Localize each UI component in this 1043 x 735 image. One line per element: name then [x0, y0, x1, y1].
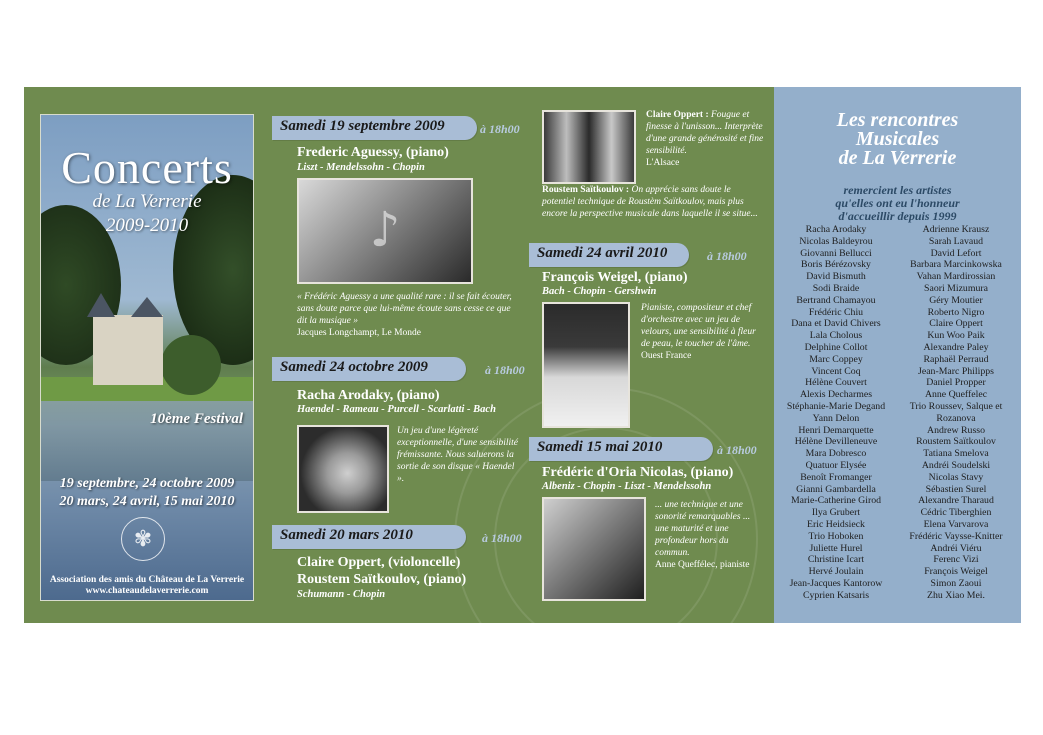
francois-weigel-photo	[542, 302, 630, 428]
concert-1-composers: Liszt - Mendelssohn - Chopin	[297, 162, 425, 173]
artist-list-item: Boris Bérézovsky	[801, 259, 871, 271]
thanks-subtitle	[774, 184, 1021, 223]
artist-list-item: Barbara Marcinkowska	[910, 259, 1002, 271]
artist-list-item: Alexis Decharmes	[799, 389, 873, 401]
frederic-aguessy-photo: ♪	[297, 178, 473, 284]
artist-list-item: Trio Roussev, Salque et	[909, 400, 1003, 412]
artist-list-item: Yann Delon	[812, 412, 860, 424]
artist-list-item: Adrienne Krausz	[922, 224, 990, 235]
claire-oppert-review	[646, 109, 764, 169]
artist-list-item: Nicolas Baldeyrou	[799, 235, 873, 247]
artist-list-item: Bertrand Chamayou	[796, 294, 876, 306]
chateau-image	[93, 315, 163, 385]
saitkoulov-review-name: Roustem Saïtkoulov :	[542, 185, 630, 195]
concert-5-review	[655, 499, 765, 571]
artist-list-item: Raphaël Perraud	[923, 353, 989, 365]
concert-5-quote-source: Anne Queffélec, pianiste	[655, 560, 750, 570]
dates-line-1: 19 septembre, 24 octobre 2009	[59, 476, 235, 491]
artist-list-item: Marie-Catherine Girod	[790, 495, 882, 507]
concert-1-review	[297, 291, 515, 339]
artist-list-item: Eric Heidsieck	[807, 518, 865, 530]
concert-1-date-banner	[272, 116, 477, 140]
concert-4-quote-source: Ouest France	[641, 351, 692, 361]
thanks-title	[774, 111, 1021, 168]
cover-title: Concerts	[61, 142, 233, 193]
claire-oppert-review-name: Claire Oppert :	[646, 110, 709, 120]
artist-list-item: Anne Queffelec	[924, 389, 988, 401]
artist-list-item: Simon Zaoui	[930, 577, 982, 589]
artist-list-item: Alexandre Tharaud	[918, 495, 994, 507]
artist-list-item: Zhu Xiao Mei.	[927, 589, 985, 601]
artist-list-item: Cédric Tiberghien	[920, 507, 992, 519]
concert-5-time: à 18h00	[717, 443, 757, 457]
artist-list-item: Sarah Lavaud	[928, 235, 984, 247]
artist-list-item: Juliette Hurel	[809, 542, 863, 554]
concert-4-date: Samedi 24 avril 2010	[537, 245, 668, 261]
artist-list-item: Andrew Russo	[927, 424, 985, 436]
concert-3-artist-2: Roustem Saïtkoulov, (piano)	[297, 572, 467, 587]
artist-list-item: Elena Varvarova	[923, 518, 989, 530]
concert-5-date-banner	[529, 437, 713, 461]
artist-list-item: Tatiana Smelova	[923, 448, 989, 460]
thanks-subtitle-line-3: d'accueillir depuis 1999	[838, 209, 957, 223]
concert-3-composers: Schumann - Chopin	[297, 589, 386, 600]
concert-4-time: à 18h00	[707, 249, 747, 263]
brochure	[24, 87, 1021, 623]
dates-line-2: 20 mars, 24 avril, 15 mai 2010	[59, 494, 235, 509]
concert-5-composers: Albeniz - Chopin - Liszt - Mendelssohn	[542, 481, 712, 492]
concert-1-quote: « Frédéric Aguessy a une qualité rare : il se fait écouter, sans doute parce que lui-même écoute sans cesse ce que dit la musique »	[297, 292, 512, 326]
artist-list-item: Daniel Propper	[926, 377, 986, 389]
artist-list-item: Frédéric Vaysse-Knitter	[909, 530, 1003, 542]
cover-years: 2009-2010	[105, 215, 189, 236]
concert-5-date: Samedi 15 mai 2010	[537, 439, 663, 455]
thanks-title-line-2: Musicales	[855, 128, 940, 150]
artist-list-item: Ferenc Vizi	[933, 554, 979, 566]
artist-list-item: Vahan Mardirossian	[916, 271, 996, 283]
concert-4-artist: François Weigel, (piano)	[542, 270, 688, 285]
festival-dates	[41, 475, 253, 511]
claire-oppert-quote: Fougue et finesse à l'unisson... Interprète d'une grande générosité et fine sensibilité.	[646, 110, 764, 156]
artist-list-item: David Lefort	[930, 247, 982, 259]
saitkoulov-quote: On apprécie sans doute le potentiel technique de Roustèm Saïtkoulov, mais plus encore la perspective musicale dans laquelle il se situe...	[542, 185, 758, 219]
artist-list-item: Gianni Gambardella	[796, 483, 876, 495]
artist-list-item: Jean-Marc Philipps	[918, 365, 994, 377]
thanks-subtitle-line-1: remercient les artistes	[843, 183, 952, 197]
cover-panel	[40, 114, 254, 601]
concert-4-composers: Bach - Chopin - Gershwin	[542, 286, 657, 297]
concert-4-date-banner	[529, 243, 689, 267]
artist-list-item: Saori Mizumura	[924, 282, 988, 294]
thanks-subtitle-line-2: qu'elles ont eu l'honneur	[835, 196, 960, 210]
concert-5-quote: ... une technique et une sonorité remarquables ... une maturité et une profondeur hors du commun.	[655, 500, 751, 558]
artist-list-item: Andréi Viéru	[930, 542, 982, 554]
artist-list-item: Jean-Jacques Kantorow	[789, 577, 883, 589]
artist-list-item: David Bismuth	[806, 271, 866, 283]
artist-list-item: Marc Coppey	[809, 353, 863, 365]
concert-2-composers: Haendel - Rameau - Purcell - Scarlatti - Bach	[297, 404, 496, 415]
association-info	[41, 575, 253, 597]
concert-2-date-banner	[272, 357, 466, 381]
racha-arodaky-photo	[297, 425, 389, 513]
artist-list-item: François Weigel	[924, 566, 988, 578]
artist-list-item: Roustem Saïtkoulov	[916, 436, 996, 448]
saitkoulov-review	[542, 184, 766, 220]
oppert-saitkoulov-photo	[542, 110, 636, 184]
artist-list-item: Christine Icart	[807, 554, 865, 566]
tree-image	[161, 335, 221, 395]
concert-4-review	[641, 302, 763, 362]
artist-list-item: Dana et David Chivers	[791, 318, 881, 330]
thanks-title-line-3: de La Verrerie	[838, 147, 957, 169]
artist-list-item: Kun Woo Paik	[927, 330, 985, 342]
artist-list-item: Racha Arodaky	[805, 224, 867, 235]
cover-subtitle: de La Verrerie	[92, 191, 202, 212]
concert-3-artist-1: Claire Oppert, (violoncelle)	[297, 555, 461, 570]
artist-list-item: Vincent Coq	[811, 365, 861, 377]
concert-2-artist: Racha Arodaky, (piano)	[297, 388, 440, 403]
concert-1-artist: Frederic Aguessy, (piano)	[297, 145, 449, 160]
frederic-doria-nicolas-photo	[542, 497, 646, 601]
artist-list-item: Delphine Collot	[804, 341, 868, 353]
artist-list-item: Nicolas Stavy	[928, 471, 984, 483]
concert-2-date: Samedi 24 octobre 2009	[280, 359, 428, 375]
artist-list-item: Trio Hoboken	[808, 530, 864, 542]
claire-oppert-quote-source: L'Alsace	[646, 158, 680, 168]
website-link[interactable]: www.chateaudelaverrerie.com	[85, 586, 209, 596]
concert-3-date-banner	[272, 525, 466, 549]
association-name: Association des amis du Château de La Verrerie	[49, 575, 245, 585]
concert-5-artist: Frédéric d'Oria Nicolas, (piano)	[542, 465, 734, 480]
artist-list-item: Frédéric Chiu	[808, 306, 864, 318]
artist-list-item: Alexandre Paley	[923, 341, 989, 353]
artist-list-item: Hélène Devilleneuve	[794, 436, 878, 448]
artist-list-item: Géry Moutier	[929, 294, 983, 306]
artist-list-item: Henri Demarquette	[798, 424, 874, 436]
artist-list-item: Ilya Grubert	[811, 507, 861, 519]
concert-1-quote-source: Jacques Longchampt, Le Monde	[297, 328, 421, 338]
artist-list-column-1	[774, 224, 898, 602]
concert-3-date: Samedi 20 mars 2010	[280, 527, 413, 543]
concert-4-quote: Pianiste, compositeur et chef d'orchestre avec un jeu de velours, une sensibilité à fleur de peau, le toucher de l'âme.	[641, 303, 756, 349]
artist-list-item: Rozanova	[936, 412, 976, 424]
artist-list-item: Claire Oppert	[929, 318, 983, 330]
concert-3-time: à 18h00	[482, 531, 522, 545]
artist-list-item: Mara Dobresco	[805, 448, 867, 460]
thanks-title-line-1: Les rencontres	[836, 109, 959, 131]
concert-1-time: à 18h00	[480, 122, 520, 136]
artist-list-item: Hélène Couvert	[805, 377, 867, 389]
artist-list-item: Quatuor Elysée	[805, 459, 867, 471]
concert-1-date: Samedi 19 septembre 2009	[280, 118, 445, 134]
festival-label: 10ème Festival	[150, 411, 243, 427]
artist-list-item: Sébastien Surel	[925, 483, 987, 495]
artist-list-column-2	[895, 224, 1017, 602]
concert-2-time: à 18h00	[485, 363, 525, 377]
artist-list-item: Stéphanie-Marie Degand	[786, 400, 886, 412]
artist-list-item: Hervé Joulain	[808, 566, 864, 578]
artist-list-item: Lala Cholous	[809, 330, 863, 342]
concert-2-quote: Un jeu d'une légèreté exceptionnelle, d'une sensibilité frémissante. Nous saluerons la sortie de son disque « Haendel ».	[397, 426, 519, 484]
verrerie-seal-icon: ✾	[121, 517, 165, 561]
artist-list-item: Andréi Soudelski	[921, 459, 991, 471]
artist-list-item: Sodi Braide	[812, 282, 860, 294]
artist-list-item: Giovanni Bellucci	[800, 247, 872, 259]
artist-list-item: Roberto Nigro	[927, 306, 985, 318]
artist-list-item: Cyprien Katsaris	[802, 589, 870, 601]
thanks-panel	[774, 87, 1021, 623]
artist-list-item: Benoît Fromanger	[800, 471, 872, 483]
